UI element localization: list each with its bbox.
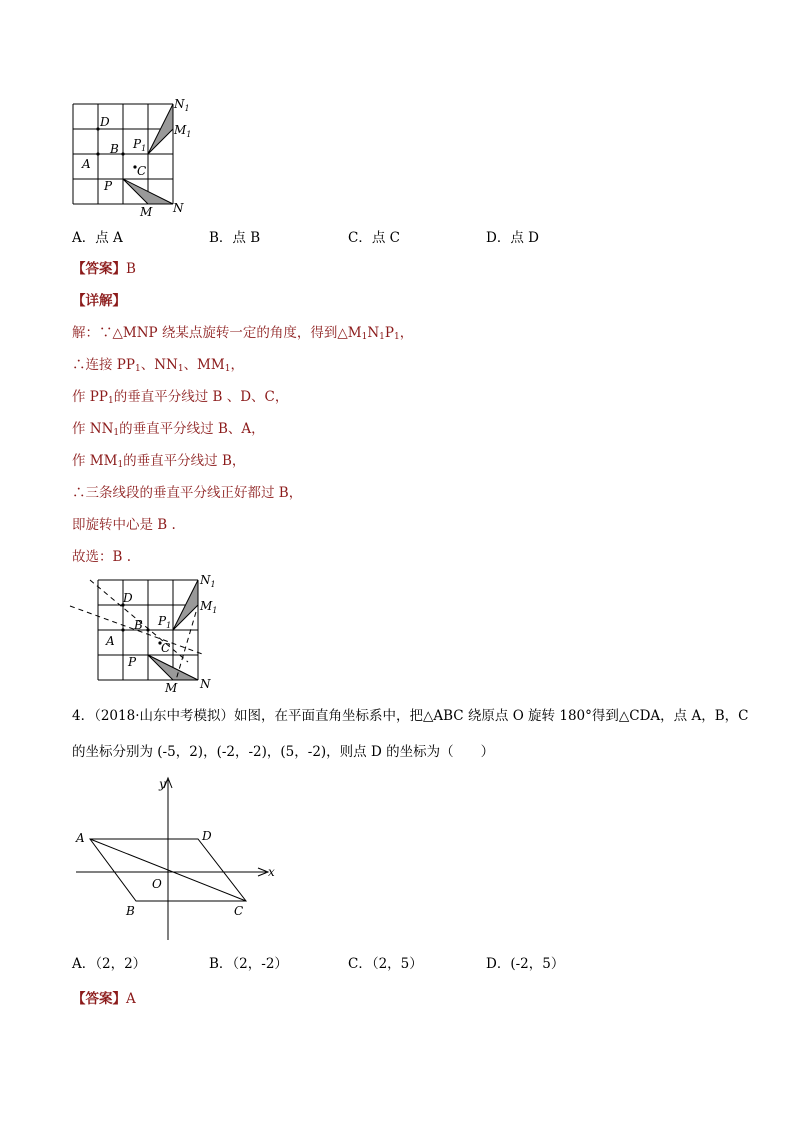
solution-line-6: ∴三条线段的垂直平分线正好都过 B， xyxy=(72,485,303,501)
solution-line-8: 故选：B . xyxy=(72,549,132,565)
option-d: D．点 D xyxy=(486,230,539,246)
coord-label-a: A xyxy=(76,831,85,845)
solution-line-2: ∴连接 $PP_1$、$NN_1$、$MM_1$， xyxy=(72,357,244,374)
grid-figure-question xyxy=(60,96,200,220)
label-a: A xyxy=(82,157,91,171)
solution-line-3: 作 $PP_1$的垂直平分线过 B 、D、C， xyxy=(72,389,289,406)
detail-label: 【详解】 xyxy=(72,293,126,309)
axis-label-x: x xyxy=(268,865,275,879)
answer-label: 【答案】 xyxy=(72,261,126,277)
q4-answer-line xyxy=(72,990,136,1008)
q4-question-line1: 4．（2018·山东中考模拟）如图，在平面直角坐标系中，把△ABC 绕原点 O 旋转 180°得到△CDA，点 A，B，C xyxy=(72,708,749,724)
q4-option-a: A．（2，2） xyxy=(72,956,147,972)
axis-label-y: y xyxy=(159,777,166,791)
q4-answer-label: 【答案】 xyxy=(72,991,126,1007)
solution-line-7: 即旋转中心是 B . xyxy=(72,517,176,533)
sol-label-c: C xyxy=(161,641,171,655)
q4-answer-value: A xyxy=(126,991,136,1007)
sol-label-n: N xyxy=(200,677,211,691)
label-p: P xyxy=(104,179,113,193)
label-d: D xyxy=(100,115,110,129)
option-c: C．点 C xyxy=(348,230,400,246)
q4-option-d: D．(-2，5） xyxy=(486,956,565,972)
sol-label-m1: $M_1$ xyxy=(200,599,218,615)
coord-label-c: C xyxy=(234,904,244,918)
sol-label-b: B xyxy=(134,618,143,632)
sol-label-m: M xyxy=(165,681,178,694)
label-b: B xyxy=(110,142,119,156)
sol-label-d: D xyxy=(123,591,133,605)
sol-label-n1: $N_1$ xyxy=(200,573,216,589)
label-p1: $P_1$ xyxy=(133,137,147,153)
coordinate-figure xyxy=(70,772,280,942)
coord-label-o: O xyxy=(152,877,162,891)
option-a: A．点 A xyxy=(72,230,123,246)
answer-value: B xyxy=(126,261,136,277)
label-n: N xyxy=(173,201,184,215)
solution-line-1: 解：∵△MNP 绕某点旋转一定的角度，得到$\triangle M_1N_1P_1$， xyxy=(72,325,414,342)
sol-label-p: P xyxy=(128,655,137,669)
coord-label-b: B xyxy=(126,904,135,918)
solution-line-5: 作 $MM_1$的垂直平分线过 B， xyxy=(72,453,246,470)
option-b: B．点 B xyxy=(209,230,261,246)
sol-label-p1: $P_1$ xyxy=(158,614,172,630)
sol-label-a: A xyxy=(106,634,115,648)
solution-line-4: 作 $NN_1$的垂直平分线过 B、A， xyxy=(72,421,265,438)
q4-option-b: B．（2，-2） xyxy=(209,956,288,972)
label-m: M xyxy=(140,205,153,219)
label-m1: $M_1$ xyxy=(174,123,192,139)
q4-option-c: C．（2，5） xyxy=(348,956,423,972)
q4-question-line2: 的坐标分别为 (-5，2)，(-2，-2)，(5，-2)，则点 D 的坐标为（ ） xyxy=(72,744,495,760)
coord-label-d: D xyxy=(202,829,212,843)
label-n1: $N_1$ xyxy=(174,97,190,113)
grid-figure-solution xyxy=(60,570,230,694)
answer-line xyxy=(72,260,136,278)
label-c: C xyxy=(137,164,147,178)
